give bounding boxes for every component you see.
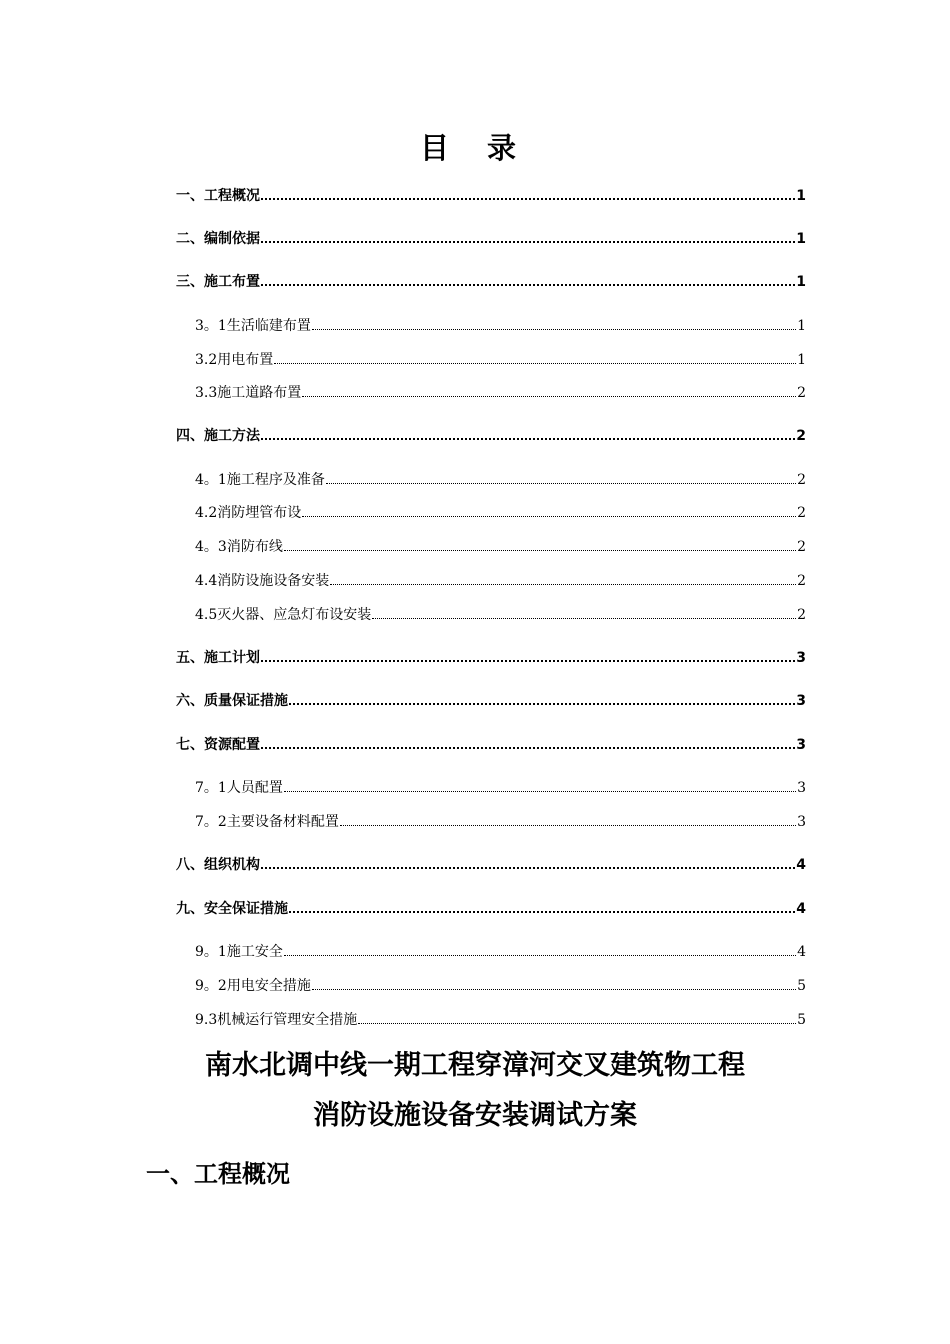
toc-subentry[interactable] — [195, 383, 806, 403]
toc-leader-dots — [261, 438, 795, 440]
toc-entry-label: 9。2用电安全措施 — [195, 978, 311, 994]
toc-subentry[interactable] — [195, 812, 806, 832]
toc-leader-dots — [326, 483, 796, 484]
toc-entry[interactable] — [176, 272, 806, 292]
toc-entry-label: 七、资源配置 — [176, 737, 260, 753]
toc-entry[interactable] — [176, 229, 806, 249]
toc-subentry[interactable] — [195, 605, 806, 625]
toc-entry-label: 六、质量保证措施 — [176, 693, 288, 709]
toc-leader-dots — [261, 660, 795, 662]
toc-leader-dots — [261, 284, 795, 286]
document-title-line2: 消防设施设备安装调试方案 — [313, 1100, 637, 1131]
toc-entry-label: 4。3消防布线 — [195, 539, 283, 555]
toc-entry-page: 3 — [796, 737, 806, 753]
toc-leader-dots — [302, 516, 796, 517]
toc-entry-page: 4 — [796, 857, 806, 873]
toc-entry-label: 3.3施工道路布置 — [195, 385, 302, 401]
toc-entry[interactable] — [176, 186, 806, 206]
toc-entry[interactable] — [176, 899, 806, 919]
toc-entry-page: 5 — [797, 978, 806, 994]
toc-entry-label: 3.2用电布置 — [195, 352, 274, 368]
toc-entry-page: 1 — [796, 274, 806, 290]
toc-entry-label: 9。1施工安全 — [195, 944, 283, 960]
toc-leader-dots — [284, 955, 796, 956]
toc-entry[interactable] — [176, 426, 806, 446]
toc-subentry[interactable] — [195, 470, 806, 490]
toc-leader-dots — [340, 825, 796, 826]
toc-leader-dots — [261, 241, 795, 243]
toc-entry[interactable] — [176, 855, 806, 875]
toc-entry-label: 4.4消防设施设备安装 — [195, 573, 330, 589]
toc-subentry[interactable] — [195, 316, 806, 336]
toc-leader-dots — [312, 329, 796, 330]
toc-subentry[interactable] — [195, 571, 806, 591]
toc-leader-dots — [289, 911, 795, 913]
toc-entry-page: 3 — [796, 693, 806, 709]
toc-leader-dots — [330, 584, 796, 585]
toc-entry-page: 3 — [797, 780, 806, 796]
toc-entry-page: 2 — [797, 573, 806, 589]
toc-entry-label: 9.3机械运行管理安全措施 — [195, 1012, 358, 1028]
toc-leader-dots — [312, 989, 796, 990]
toc-entry-page: 2 — [797, 539, 806, 555]
toc-title: 目 录 — [419, 131, 531, 165]
toc-entry-label: 八、组织机构 — [176, 857, 260, 873]
toc-entry-page: 2 — [797, 505, 806, 521]
toc-leader-dots — [302, 396, 796, 397]
toc-entry-label: 4。1施工程序及准备 — [195, 472, 325, 488]
toc-entry-label: 一、工程概况 — [176, 188, 260, 204]
toc-entry-page: 2 — [797, 472, 806, 488]
toc-entry-page: 2 — [796, 428, 806, 444]
toc-entry-label: 九、安全保证措施 — [176, 901, 288, 917]
toc-entry-label: 7。1人员配置 — [195, 780, 283, 796]
toc-subentry[interactable] — [195, 350, 806, 370]
toc-subentry[interactable] — [195, 1010, 806, 1030]
toc-entry-label: 四、施工方法 — [176, 428, 260, 444]
document-title-line1: 南水北调中线一期工程穿漳河交叉建筑物工程 — [205, 1050, 745, 1081]
section-heading: 一、工程概况 — [146, 1160, 290, 1188]
toc-entry-label: 4.5灭火器、应急灯布设安装 — [195, 607, 372, 623]
toc-entry-label: 7。2主要设备材料配置 — [195, 814, 339, 830]
toc-entry-page: 3 — [796, 650, 806, 666]
toc-entry-page: 4 — [796, 901, 806, 917]
toc-subentry[interactable] — [195, 942, 806, 962]
toc-entry-page: 2 — [797, 607, 806, 623]
toc-subentry[interactable] — [195, 537, 806, 557]
toc-entry[interactable] — [176, 648, 806, 668]
toc-leader-dots — [372, 618, 796, 619]
toc-leader-dots — [261, 198, 795, 200]
toc-entry-page: 1 — [797, 318, 806, 334]
toc-entry-page: 3 — [797, 814, 806, 830]
toc-leader-dots — [261, 867, 795, 869]
toc-leader-dots — [284, 791, 796, 792]
toc-entry-page: 1 — [796, 188, 806, 204]
toc-entry-page: 1 — [797, 352, 806, 368]
toc-entry-label: 二、编制依据 — [176, 231, 260, 247]
toc-entry-label: 五、施工计划 — [176, 650, 260, 666]
toc-entry-label: 4.2消防埋管布设 — [195, 505, 302, 521]
toc-entry[interactable] — [176, 691, 806, 711]
toc-leader-dots — [274, 363, 796, 364]
toc-entry-label: 3。1生活临建布置 — [195, 318, 311, 334]
toc-entry-page: 1 — [796, 231, 806, 247]
toc-leader-dots — [284, 550, 796, 551]
toc-entry-page: 5 — [797, 1012, 806, 1028]
toc-entry-page: 4 — [797, 944, 806, 960]
toc-leader-dots — [289, 703, 795, 705]
toc-leader-dots — [261, 747, 795, 749]
toc-entry[interactable] — [176, 735, 806, 755]
toc-entry-page: 2 — [797, 385, 806, 401]
toc-subentry[interactable] — [195, 503, 806, 523]
toc-leader-dots — [358, 1023, 796, 1024]
toc-entry-label: 三、施工布置 — [176, 274, 260, 290]
toc-subentry[interactable] — [195, 976, 806, 996]
toc-subentry[interactable] — [195, 778, 806, 798]
